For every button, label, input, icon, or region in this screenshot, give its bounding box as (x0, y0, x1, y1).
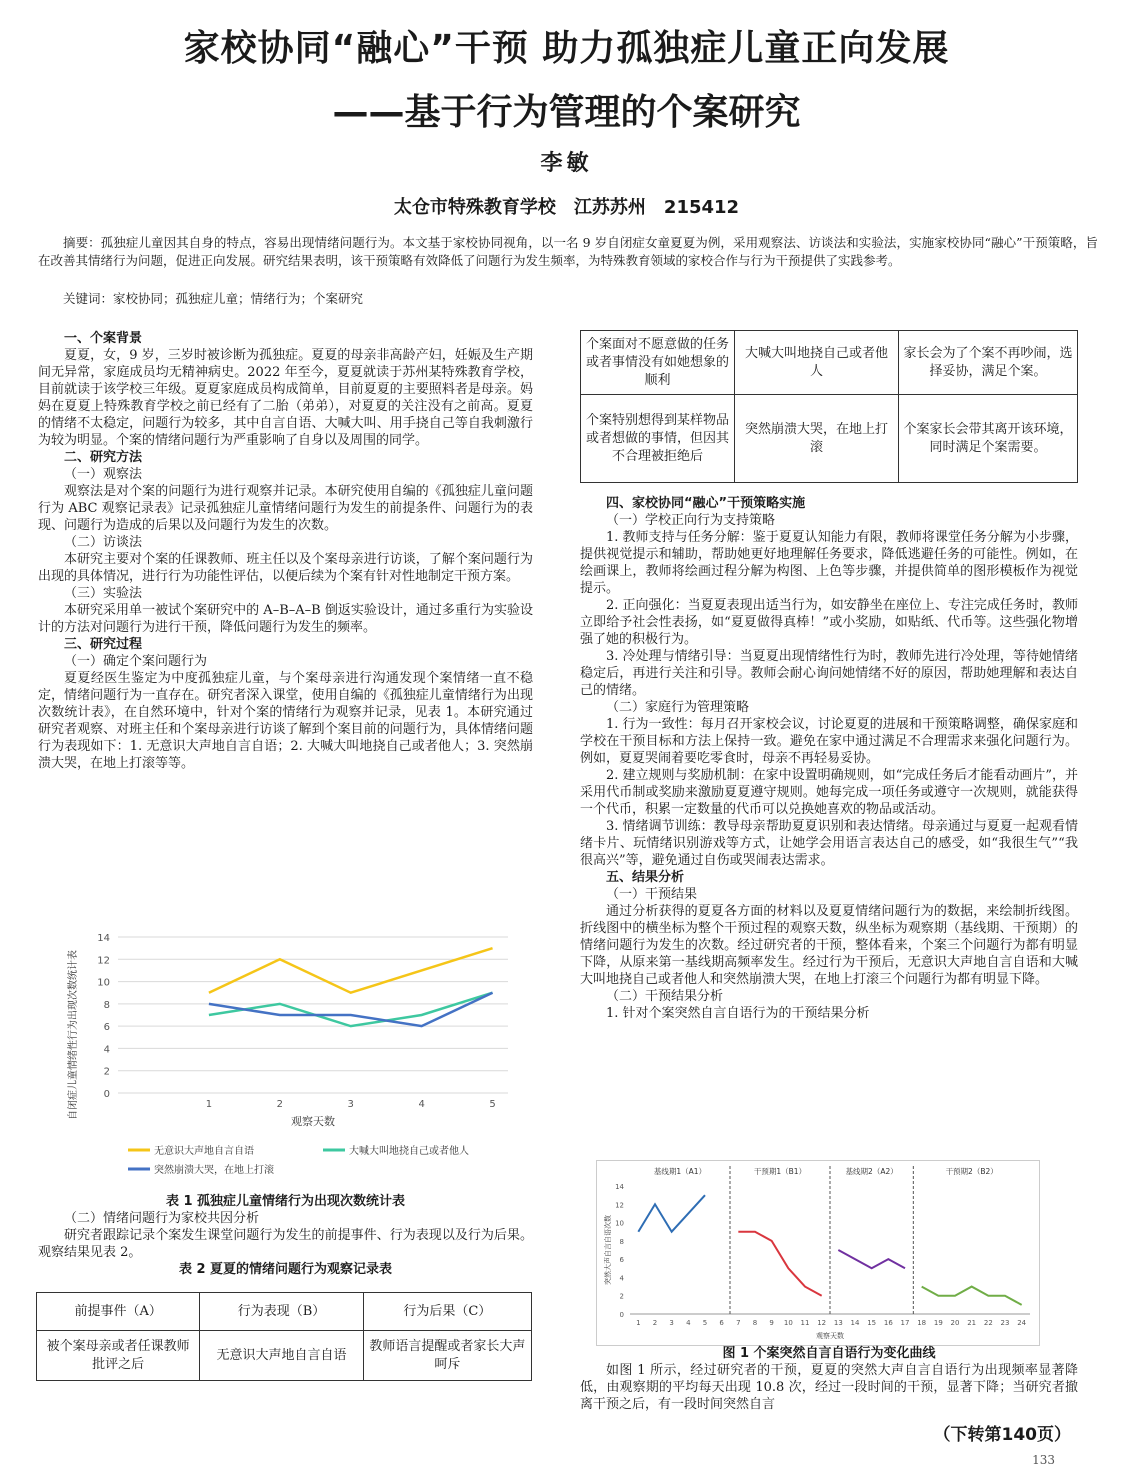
subsection-heading: 1. 针对个案突然自言自语行为的干预结果分析 (606, 1006, 870, 1021)
table-cell: 个案家长会带其离开该环境，同时满足个案需要。 (899, 395, 1078, 483)
observation-table (36, 1292, 532, 1381)
paragraph: 观察法是对个案的问题行为进行观察并记录。本研究使用自编的《孤独症儿童问题行为 ABC 观察记录表》记录孤独症儿童情绪问题行为发生的前提条件、问题行为的表现、问题行为造成的后果以及问题行为发生的次数。 (38, 484, 533, 533)
y-axis-label: 自闭症儿童情绪性行为出现次数统计表 (68, 950, 79, 1120)
table-row (37, 1331, 532, 1381)
paragraph: 2. 建立规则与奖励机制：在家中设置明确规则，如“完成任务后才能看动画片”，并采用代币制或奖励来激励夏夏遵守规则。她每完成一项任务或遵守一次规则，就能获得一个代币，积累一定数量的代币可以兑换她喜欢的物品或活动。 (580, 768, 1078, 817)
phase-label: 基线期2（A2） (845, 1167, 898, 1176)
fig1-caption: 图 1 个案突然自言自语行为变化曲线 (722, 1346, 936, 1361)
paragraph: 1. 教师支持与任务分解：鉴于夏夏认知能力有限，教师将课堂任务分解为小步骤，提供视觉提示和辅助，帮助她更好地理解任务要求，降低逃避任务的可能性。例如，在绘画课上，教师将绘画过程分解为构图、上色等步骤，并提供简单的图形模板作为视觉提示。 (580, 530, 1078, 596)
chart1-caption: 表 1 孤独症儿童情绪行为出现次数统计表 (165, 1194, 406, 1209)
x-tick-label: 20 (950, 1319, 960, 1327)
paragraph: 1. 行为一致性：每月召开家校会议，讨论夏夏的进展和干预策略调整，确保家庭和学校在干预目标和方法上保持一致。避免在家中通过满足不合理需求来强化问题行为。例如，夏夏哭闹着要吃零食时，母亲不再轻易妥协。 (580, 717, 1078, 766)
series-line (209, 993, 493, 1026)
continued-note: （下转第140页） (933, 1425, 1071, 1445)
table-cell: 个案特别想得到某样物品或者想做的事情，但因其不合理被拒绝后 (581, 395, 735, 483)
x-tick-label: 2 (652, 1319, 658, 1327)
x-tick-label: 21 (967, 1319, 977, 1327)
section-heading: 二、研究方法 (64, 450, 143, 465)
x-tick-label: 7 (736, 1319, 741, 1327)
x-tick-label: 10 (783, 1319, 793, 1327)
subsection-heading: （二）干预结果分析 (606, 989, 724, 1004)
x-tick-label: 17 (900, 1319, 910, 1327)
paragraph: 本研究主要对个案的任课教师、班主任以及个案母亲进行访谈，了解个案问题行为出现的具体情况，进行行为功能性评估，以便后续为个案有针对性地制定干预方案。 (38, 552, 533, 584)
phase-label: 干预期2（B2） (945, 1167, 998, 1176)
legend-label: 大喊大叫地挠自己或者他人 (349, 1146, 469, 1157)
y-tick-label: 8 (103, 999, 110, 1011)
subsection-heading: （三）实验法 (64, 586, 143, 601)
y-tick-label: 6 (103, 1022, 110, 1034)
y-tick-label: 14 (615, 1183, 624, 1191)
table-cell: 无意识大声地自言自语 (200, 1331, 363, 1381)
y-axis-label: 突然大声自言自语次数 (604, 1215, 612, 1285)
y-tick-label: 12 (615, 1201, 624, 1210)
x-tick-label: 19 (933, 1319, 943, 1327)
observation-table-continued (580, 330, 1078, 483)
y-tick-label: 0 (103, 1089, 110, 1100)
x-tick-label: 8 (752, 1319, 758, 1327)
x-tick-label: 14 (850, 1319, 860, 1327)
page-subtitle: ——基于行为管理的个案研究 (332, 92, 801, 133)
x-tick-label: 11 (800, 1319, 810, 1327)
paragraph: 夏夏，女，9 岁，三岁时被诊断为孤独症。夏夏的母亲非高龄产妇，妊娠及生产期间无异常，家庭成员均无精神病史。2022 年至今，夏夏就读于苏州某特殊教育学校，目前就读于该学校三年级。夏夏家庭成员构成简单，目前夏夏的主要照料者是母亲。妈妈在夏夏上特殊教育学校之前已经有了二胎（弟弟），对夏夏的关注没有之前高。夏夏的情绪不太稳定，问题行为较多，其中自言自语、大喊大叫、用手挠自己等自我刺激行为较为明显。个案的情绪问题行为严重影响了自身以及周围的同学。 (38, 348, 533, 448)
table-cell: 突然崩溃大哭，在地上打滚 (735, 395, 899, 483)
legend-label: 无意识大声地自言自语 (154, 1146, 254, 1157)
x-tick-label: 22 (983, 1319, 993, 1327)
paragraph: 3. 情绪调节训练：教导母亲帮助夏夏识别和表达情绪。母亲通过与夏夏一起观看情绪卡片、玩情绪识别游戏等方式，让她学会用语言表达自己的感受，如“我很生气”“我很高兴”等，避免通过自伤或哭闹表达需求。 (580, 819, 1078, 868)
y-tick-label: 4 (619, 1274, 624, 1283)
chart-frame (597, 1161, 1040, 1346)
right-column (580, 495, 1078, 1022)
y-tick-label: 10 (615, 1219, 624, 1228)
x-tick-label: 2 (276, 1099, 284, 1110)
subsection-heading: （二）情绪问题行为家校共因分析 (64, 1211, 260, 1226)
y-tick-label: 14 (97, 933, 110, 944)
x-axis-label: 观察天数 (816, 1332, 844, 1340)
x-tick-label: 5 (702, 1319, 708, 1327)
paragraph: 3. 冷处理与情绪引导：当夏夏出现情绪性行为时，教师先进行冷处理，等待她情绪稳定后，再进行关注和引导。教师会耐心询问她情绪不好的原因，帮助她理解和表达自己的情绪。 (580, 649, 1078, 698)
subsection-heading: （一）干预结果 (606, 887, 698, 902)
x-tick-label: 16 (883, 1319, 893, 1327)
x-axis-label: 观察天数 (291, 1115, 335, 1128)
y-tick-label: 6 (619, 1256, 624, 1265)
x-tick-label: 1 (636, 1319, 641, 1327)
subsection-heading: （二）家庭行为管理策略 (606, 700, 750, 715)
phase-label: 干预期1（B1） (753, 1167, 807, 1176)
y-tick-label: 2 (103, 1066, 110, 1078)
x-tick-label: 4 (418, 1099, 425, 1110)
keywords: 关键词：家校协同；孤独症儿童；情绪行为；个案研究 (63, 291, 364, 306)
page-title: 家校协同“融心”干预 助力孤独症儿童正向发展 (183, 28, 950, 69)
subsection-heading: （一）观察法 (64, 467, 143, 482)
page-number: 133 (1032, 1453, 1055, 1467)
x-tick-label: 13 (833, 1319, 843, 1327)
table-row (581, 395, 1078, 483)
y-tick-label: 10 (97, 977, 110, 989)
x-tick-label: 4 (686, 1319, 691, 1327)
table-header-cell: 前提事件（A） (37, 1293, 200, 1331)
abstract: 摘要：孤独症儿童因其自身的特点，容易出现情绪问题行为。本文基于家校协同视角，以一名 9 岁自闭症女童夏夏为例，采用观察法、访谈法和实验法，实施家校协同“融心”干预策略，旨在改善其情绪行为问题，促进正向发展。研究结果表明，该干预策略有效降低了问题行为发生频率，为特殊教育领域的家校合作与行为干预提供了实践参考。 (38, 235, 1098, 268)
subsection-heading: （二）访谈法 (64, 535, 143, 550)
table-cell: 大喊大叫地挠自己或者他人 (735, 331, 899, 395)
x-tick-label: 3 (347, 1099, 354, 1110)
paragraph: 夏夏经医生鉴定为中度孤独症儿童，与个案母亲进行沟通发现个案情绪一直不稳定，情绪问题行为一直存在。研究者深入课堂，使用自编的《孤独症儿童情绪行为出现次数统计表》，在自然环境中，针对个案的情绪行为观察并记录，见表 1。本研究通过研究者观察、对班主任和个案母亲进行访谈了解到个案目前的问题行为，具体情绪问题行为表现如下：1. 无意识大声地自言自语；2. 大喊大叫地挠自己或者他人；3. 突然崩溃大哭，在地上打滚等等。 (38, 671, 533, 771)
table-cell: 家长会为了个案不再吵闹，选择妥协，满足个案。 (899, 331, 1078, 395)
section-heading: 五、结果分析 (606, 870, 685, 885)
y-tick-label: 12 (97, 955, 110, 967)
y-tick-label: 2 (619, 1292, 624, 1301)
table-cell: 教师语言提醒或者家长大声呵斥 (363, 1331, 531, 1381)
lower-right-text (580, 1345, 1078, 1413)
table-cell: 被个案母亲或者任课教师批评之后 (37, 1331, 200, 1381)
y-tick-label: 4 (103, 1044, 110, 1056)
x-tick-label: 9 (769, 1319, 774, 1327)
affiliation: 太仓市特殊教育学校 江苏苏州 215412 (393, 197, 740, 218)
subsection-heading: （一）确定个案问题行为 (64, 654, 208, 669)
section-heading: 四、家校协同“融心”干预策略实施 (606, 496, 806, 511)
legend-label: 突然崩溃大哭，在地上打滚 (154, 1165, 274, 1176)
paragraph: 如图 1 所示，经过研究者的干预，夏夏的突然大声自言自语行为出现频率显著降低，由观察期的平均每天出现 10.8 次，经过一段时间的干预，显著下降；当研究者撤离干预之后，有一段时间突然自言 (580, 1363, 1078, 1412)
x-tick-label: 3 (669, 1319, 674, 1327)
paragraph: 通过分析获得的夏夏各方面的材料以及夏夏情绪问题行为的数据，来绘制折线图。折线图中的横坐标为整个干预过程的观察天数，纵坐标为观察期（基线期、干预期）的情绪问题行为发生的次数。经过研究者的干预，整体看来，个案三个问题行为都有明显下降，从原来第一基线期高频率发生。经过行为干预后，无意识大声地自言自语和大喊大叫地挠自己或者他人和突然崩溃大哭，在地上打滚三个问题行为都有明显下降。 (580, 904, 1078, 987)
section-heading: 一、个案背景 (64, 331, 143, 346)
table-header-cell: 行为表现（B） (200, 1293, 363, 1331)
section-heading: 三、研究过程 (64, 637, 143, 652)
x-tick-label: 18 (917, 1319, 927, 1327)
table-row (581, 331, 1078, 395)
left-column (38, 330, 533, 772)
x-tick-label: 1 (205, 1099, 213, 1110)
x-tick-label: 6 (719, 1319, 724, 1327)
x-tick-label: 15 (867, 1319, 877, 1327)
y-tick-label: 0 (619, 1311, 624, 1319)
paragraph: 本研究采用单一被试个案研究中的 A–B–A–B 倒返实验设计，通过多重行为实验设计的方法对问题行为进行干预，降低问题行为发生的频率。 (38, 603, 533, 635)
phase-label: 基线期1（A1） (653, 1167, 707, 1176)
table-header-row (37, 1293, 532, 1331)
y-tick-label: 8 (619, 1237, 624, 1246)
x-tick-label: 12 (817, 1319, 827, 1327)
chart-behavior-counts (38, 925, 533, 1193)
paragraph: 研究者跟踪记录个案发生课堂问题行为发生的前提事件、行为表现以及行为后果。观察结果见表 2。 (38, 1228, 533, 1260)
table-header-cell: 行为后果（C） (363, 1293, 531, 1331)
table2-caption: 表 2 夏夏的情绪问题行为观察记录表 (178, 1262, 393, 1277)
series-line (209, 948, 493, 993)
subsection-heading: （一）学校正向行为支持策略 (606, 513, 776, 528)
table-cell: 个案面对不愿意做的任务或者事情没有如她想象的顺利 (581, 331, 735, 395)
x-tick-label: 23 (1000, 1319, 1010, 1327)
x-tick-label: 5 (489, 1099, 496, 1110)
author: 李敏 (540, 150, 593, 176)
x-tick-label: 24 (1017, 1319, 1027, 1327)
chart-self-talk-curve (596, 1160, 1040, 1346)
paragraph: 2. 正向强化：当夏夏表现出适当行为，如安静坐在座位上、专注完成任务时，教师立即给予社会性表扬，如“夏夏做得真棒！”或小奖励，如贴纸、代币等。这些强化物增强了她的积极行为。 (580, 598, 1078, 647)
lower-left-text (38, 1193, 533, 1278)
